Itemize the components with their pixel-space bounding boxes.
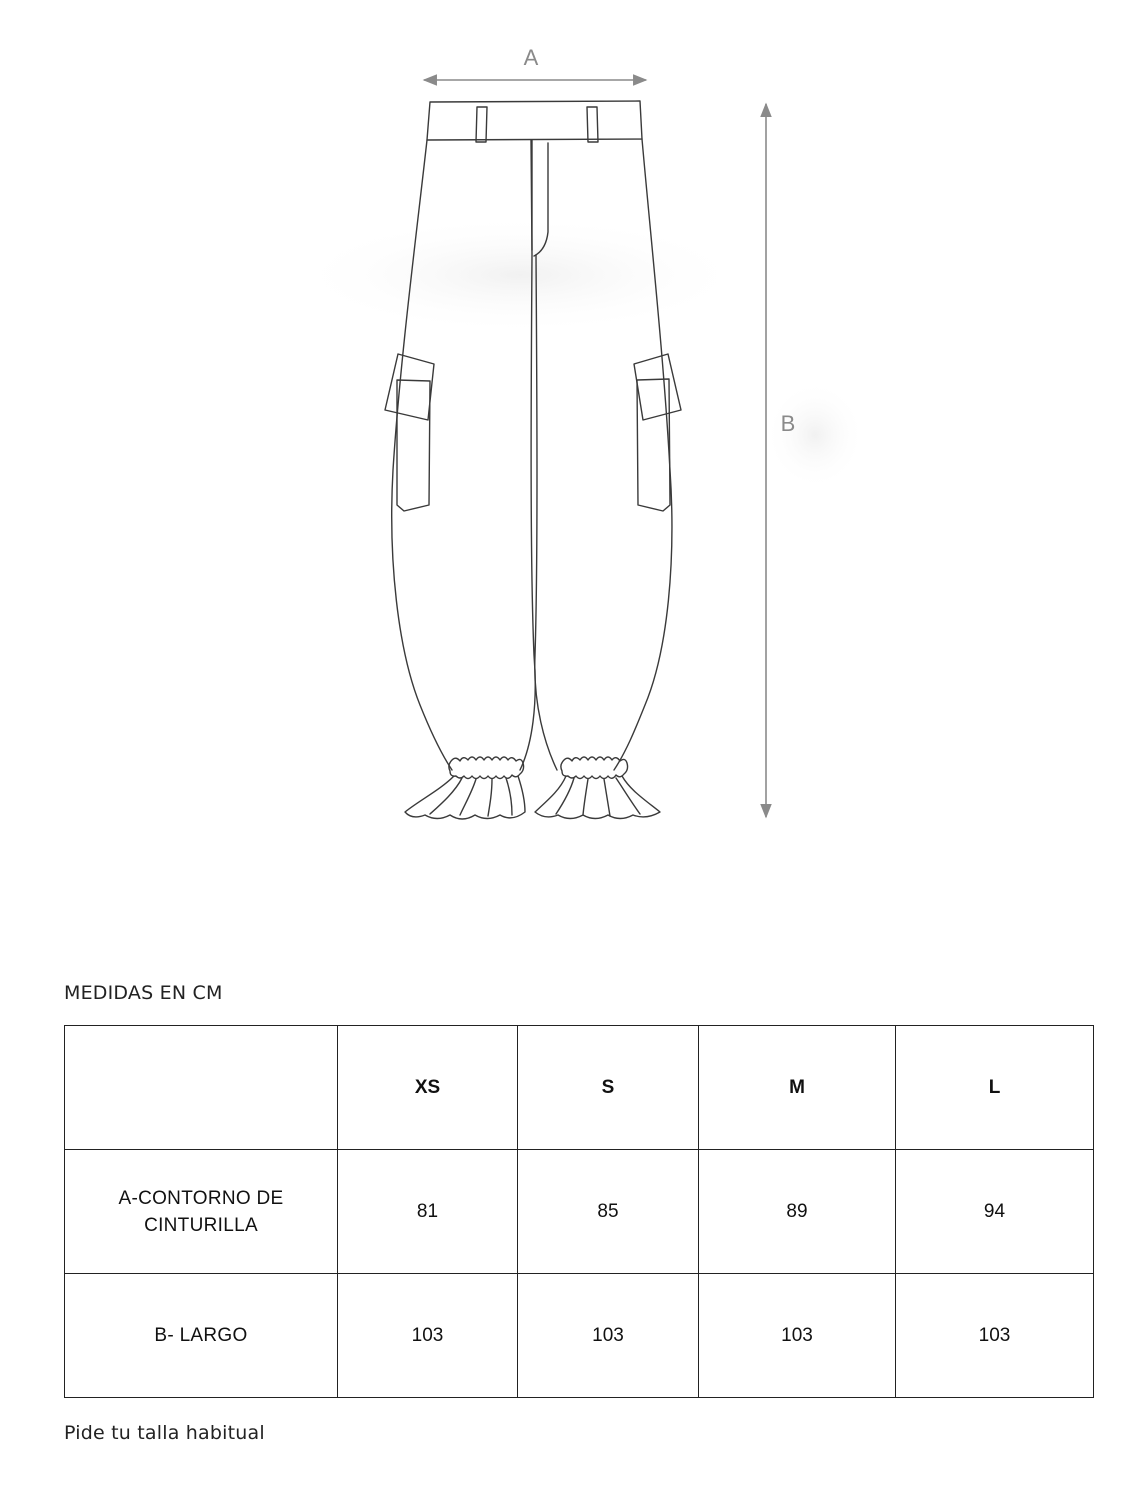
waist-value-m: 89: [699, 1150, 896, 1274]
length-value-s: 103: [518, 1274, 699, 1398]
dimension-a-label: A: [523, 45, 539, 70]
table-row-length: [65, 1274, 1094, 1398]
size-header-xs: XS: [338, 1026, 518, 1150]
size-advice-note: Pide tu talla habitual: [64, 1422, 265, 1444]
background-shadow: [290, 215, 750, 335]
dimension-b-label: B: [780, 411, 796, 436]
size-header-s: S: [518, 1026, 699, 1150]
size-header-l: L: [896, 1026, 1094, 1150]
waist-value-l: 94: [896, 1150, 1094, 1274]
waist-value-xs: 81: [338, 1150, 518, 1274]
units-caption: MEDIDAS EN CM: [64, 982, 223, 1004]
waistband: [427, 101, 642, 140]
belt-loop-right: [587, 107, 598, 142]
length-value-xs: 103: [338, 1274, 518, 1398]
table-header-row: [65, 1026, 1094, 1150]
row-label-length: B- LARGO: [65, 1274, 338, 1398]
table-row-waist: [65, 1150, 1094, 1274]
table-corner-cell: [65, 1026, 338, 1150]
length-value-l: 103: [896, 1274, 1094, 1398]
left-pocket-flap: [385, 354, 434, 420]
size-header-m: M: [699, 1026, 896, 1150]
left-elastic-cuff: [449, 757, 524, 779]
size-table: [64, 1025, 1094, 1398]
right-elastic-cuff: [561, 757, 628, 779]
belt-loop-left: [476, 107, 487, 142]
row-label-waist: A-CONTORNO DE CINTURILLA: [65, 1150, 338, 1274]
length-value-m: 103: [699, 1274, 896, 1398]
pants-outline: [385, 101, 681, 819]
right-pocket-flap: [634, 354, 681, 420]
right-ankle-ruffle: [535, 776, 660, 819]
left-ruffle-fold: [430, 778, 512, 816]
waist-value-s: 85: [518, 1150, 699, 1274]
left-cargo-pocket: [397, 380, 430, 511]
